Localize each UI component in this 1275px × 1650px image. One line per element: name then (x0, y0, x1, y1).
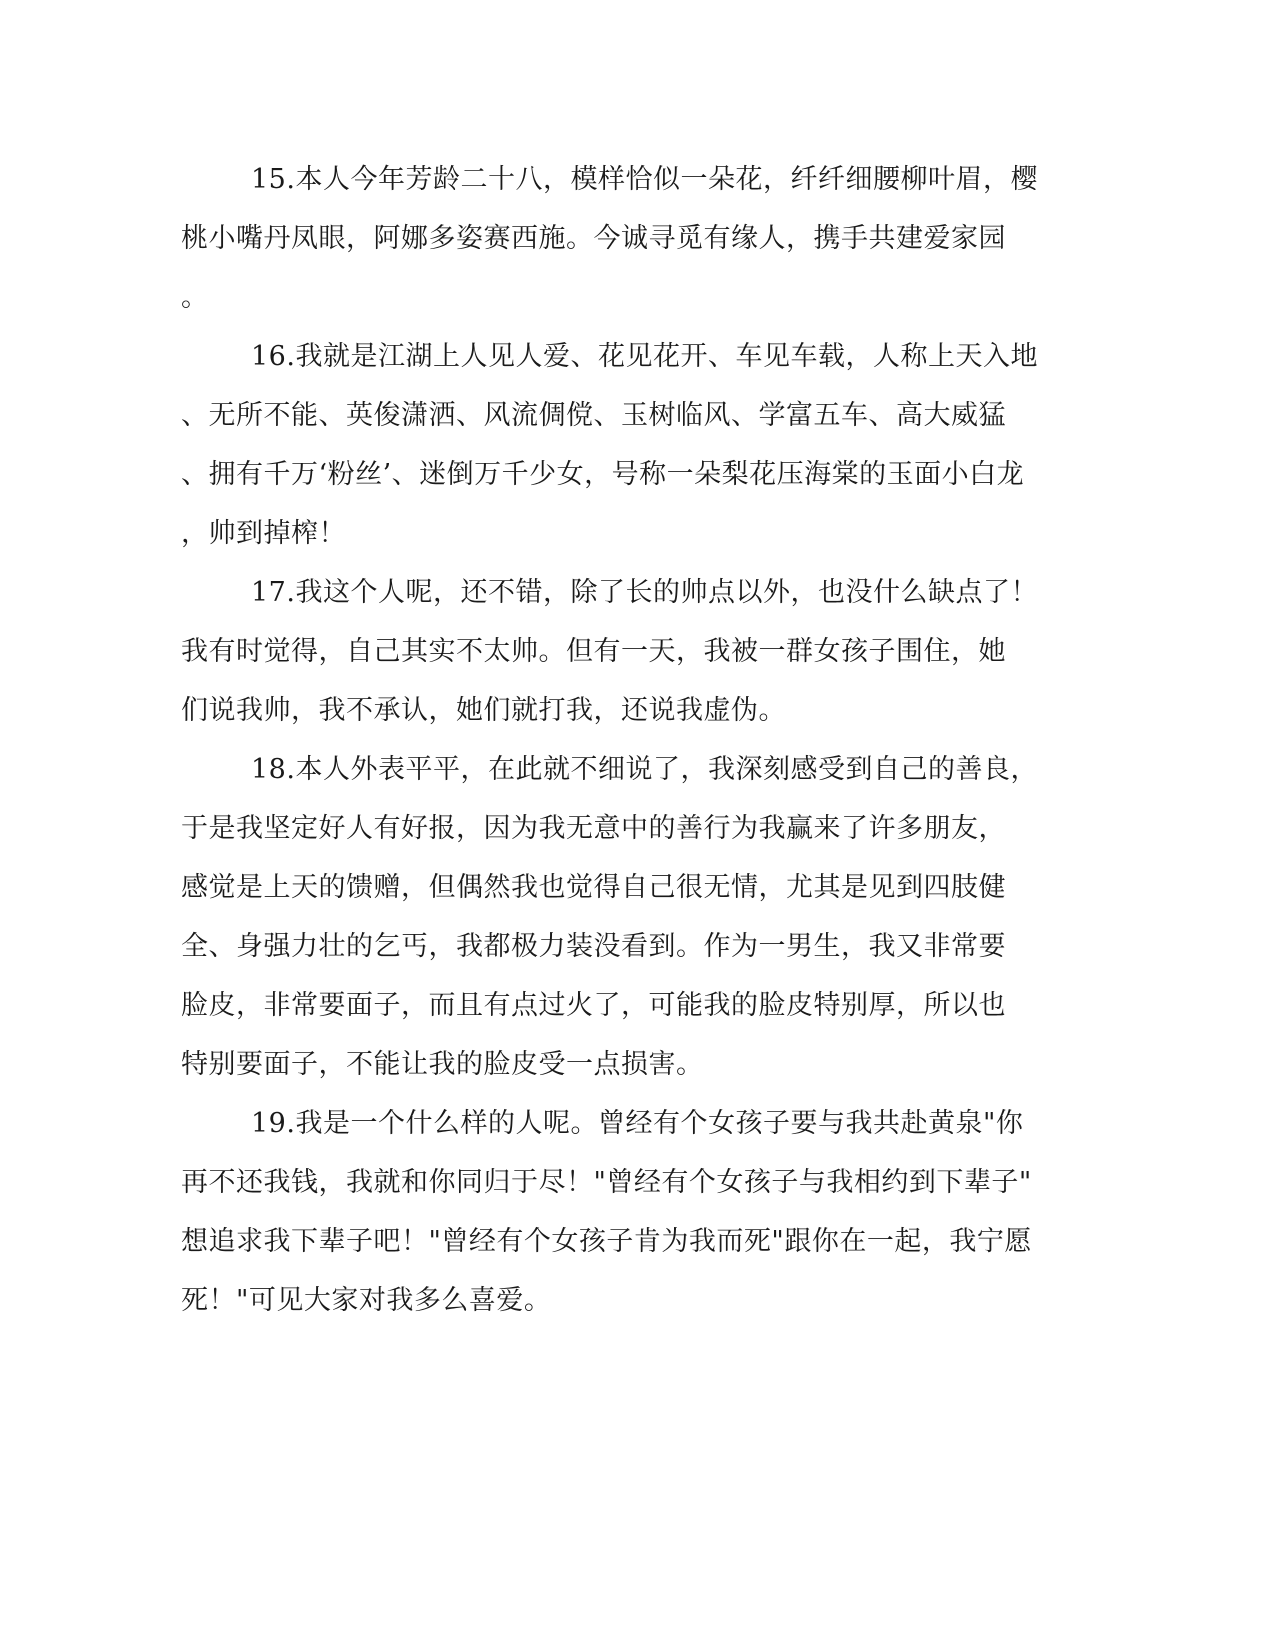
text-line: 、无所不能、英俊潇洒、风流倜傥、玉树临风、学富五车、高大威猛 (181, 400, 1006, 431)
text-line: 脸皮，非常要面子，而且有点过火了，可能我的脸皮特别厚，所以也 (181, 990, 1006, 1021)
paragraph-18 (181, 740, 1041, 1094)
paragraph-16 (181, 327, 1041, 563)
text-line: 于是我坚定好人有好报，因为我无意中的善行为我赢来了许多朋友， (181, 813, 1006, 844)
text-line: 特别要面子，不能让我的脸皮受一点损害。 (181, 1049, 704, 1080)
paragraph-17 (181, 563, 1041, 740)
text-line: 。 (181, 282, 209, 313)
text-line: 我有时觉得，自己其实不太帅。但有一天，我被一群女孩子围住，她 (181, 636, 1006, 667)
text-line: 19.我是一个什么样的人呢。曾经有个女孩子要与我共赴黄泉"你 (251, 1108, 1024, 1139)
text-line: 全、身强力壮的乞丐，我都极力装没看到。作为一男生，我又非常要 (181, 931, 1006, 962)
paragraph-15 (181, 150, 1041, 327)
text-line: 们说我帅，我不承认，她们就打我，还说我虚伪。 (181, 695, 786, 726)
text-line: 15.本人今年芳龄二十八，模样恰似一朵花，纤纤细腰柳叶眉，樱 (251, 164, 1038, 195)
text-line: 、拥有千万‘粉丝’、迷倒万千少女，号称一朵梨花压海棠的玉面小白龙 (181, 459, 1025, 490)
body-text (181, 150, 1041, 1330)
text-line: 16.我就是江湖上人见人爱、花见花开、车见车载，人称上天入地 (251, 341, 1038, 372)
text-line: 再不还我钱，我就和你同归于尽！"曾经有个女孩子与我相约到下辈子" (181, 1167, 1032, 1198)
text-line: 死！"可见大家对我多么喜爱。 (181, 1285, 552, 1316)
text-line: 17.我这个人呢，还不错，除了长的帅点以外，也没什么缺点了！ (251, 577, 1038, 608)
text-line: 18.本人外表平平，在此就不细说了，我深刻感受到自己的善良， (251, 754, 1038, 785)
paragraph-19 (181, 1094, 1041, 1330)
text-line: 感觉是上天的馈赠，但偶然我也觉得自己很无情，尤其是见到四肢健 (181, 872, 1006, 903)
text-line: 想追求我下辈子吧！"曾经有个女孩子肯为我而死"跟你在一起，我宁愿 (181, 1226, 1032, 1257)
text-line: 桃小嘴丹凤眼，阿娜多姿赛西施。今诚寻觅有缘人，携手共建爱家园 (181, 223, 1006, 254)
text-line: ，帅到掉榨！ (181, 518, 346, 549)
